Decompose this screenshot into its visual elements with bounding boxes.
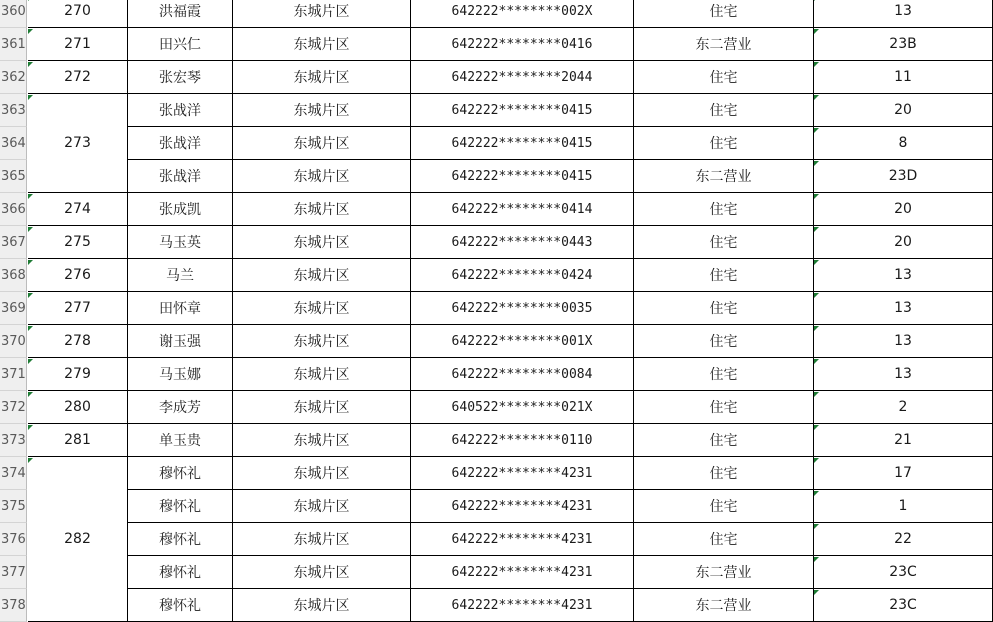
area-cell[interactable]: 东城片区 [233, 193, 411, 226]
seq-cell[interactable]: 270 [28, 0, 128, 28]
type-cell[interactable]: 住宅 [634, 61, 814, 94]
seq-cell[interactable]: 280 [28, 391, 128, 424]
name-cell[interactable]: 穆怀礼 [128, 589, 233, 622]
id-cell[interactable]: 640522********021X [411, 391, 634, 424]
name-cell[interactable]: 马兰 [128, 259, 233, 292]
name-cell[interactable]: 张成凯 [128, 193, 233, 226]
value-cell[interactable]: 13 [814, 259, 993, 292]
row-header[interactable]: 367 [0, 226, 27, 259]
seq-cell[interactable]: 278 [28, 325, 128, 358]
row-header[interactable]: 377 [0, 556, 27, 589]
value-cell[interactable]: 23D [814, 160, 993, 193]
type-cell[interactable]: 住宅 [634, 490, 814, 523]
seq-cell[interactable]: 276 [28, 259, 128, 292]
area-cell[interactable]: 东城片区 [233, 457, 411, 490]
area-cell[interactable]: 东城片区 [233, 226, 411, 259]
name-cell[interactable]: 张战洋 [128, 94, 233, 127]
seq-cell[interactable]: 272 [28, 61, 128, 94]
area-cell[interactable]: 东城片区 [233, 127, 411, 160]
seq-cell[interactable]: 271 [28, 28, 128, 61]
name-cell[interactable]: 穆怀礼 [128, 490, 233, 523]
row-header[interactable]: 370 [0, 325, 27, 358]
area-cell[interactable]: 东城片区 [233, 94, 411, 127]
seq-cell[interactable]: 274 [28, 193, 128, 226]
area-cell[interactable]: 东城片区 [233, 28, 411, 61]
value-cell[interactable]: 13 [814, 325, 993, 358]
area-cell[interactable]: 东城片区 [233, 160, 411, 193]
value-cell[interactable]: 23B [814, 28, 993, 61]
row-header[interactable]: 365 [0, 160, 27, 193]
type-cell[interactable]: 东二营业 [634, 589, 814, 622]
row-header[interactable]: 361 [0, 28, 27, 61]
name-cell[interactable]: 穆怀礼 [128, 556, 233, 589]
type-cell[interactable]: 东二营业 [634, 160, 814, 193]
id-cell[interactable]: 642222********0415 [411, 127, 634, 160]
area-cell[interactable]: 东城片区 [233, 490, 411, 523]
row-header[interactable]: 374 [0, 457, 27, 490]
name-cell[interactable]: 李成芳 [128, 391, 233, 424]
value-cell[interactable]: 20 [814, 226, 993, 259]
area-cell[interactable]: 东城片区 [233, 325, 411, 358]
area-cell[interactable]: 东城片区 [233, 358, 411, 391]
area-cell[interactable]: 东城片区 [233, 523, 411, 556]
id-cell[interactable]: 642222********0035 [411, 292, 634, 325]
id-cell[interactable]: 642222********4231 [411, 490, 634, 523]
seq-cell[interactable]: 277 [28, 292, 128, 325]
type-cell[interactable]: 住宅 [634, 457, 814, 490]
row-header[interactable]: 369 [0, 292, 27, 325]
seq-cell[interactable]: 273 [28, 94, 128, 193]
name-cell[interactable]: 田兴仁 [128, 28, 233, 61]
seq-cell[interactable]: 279 [28, 358, 128, 391]
area-cell[interactable]: 东城片区 [233, 424, 411, 457]
row-header[interactable]: 371 [0, 358, 27, 391]
name-cell[interactable]: 谢玉强 [128, 325, 233, 358]
seq-cell[interactable]: 281 [28, 424, 128, 457]
value-cell[interactable]: 20 [814, 193, 993, 226]
name-cell[interactable]: 洪福霞 [128, 0, 233, 28]
row-header[interactable]: 375 [0, 490, 27, 523]
id-cell[interactable]: 642222********0443 [411, 226, 634, 259]
value-cell[interactable]: 1 [814, 490, 993, 523]
row-header[interactable]: 362 [0, 61, 27, 94]
type-cell[interactable]: 住宅 [634, 292, 814, 325]
id-cell[interactable]: 642222********0414 [411, 193, 634, 226]
area-cell[interactable]: 东城片区 [233, 0, 411, 28]
row-header[interactable]: 363 [0, 94, 27, 127]
id-cell[interactable]: 642222********0415 [411, 160, 634, 193]
type-cell[interactable]: 住宅 [634, 0, 814, 28]
id-cell[interactable]: 642222********2044 [411, 61, 634, 94]
row-header[interactable]: 366 [0, 193, 27, 226]
id-cell[interactable]: 642222********0424 [411, 259, 634, 292]
type-cell[interactable]: 东二营业 [634, 556, 814, 589]
row-header[interactable]: 372 [0, 391, 27, 424]
value-cell[interactable]: 2 [814, 391, 993, 424]
type-cell[interactable]: 住宅 [634, 358, 814, 391]
name-cell[interactable]: 马玉英 [128, 226, 233, 259]
type-cell[interactable]: 住宅 [634, 424, 814, 457]
area-cell[interactable]: 东城片区 [233, 259, 411, 292]
value-cell[interactable]: 21 [814, 424, 993, 457]
type-cell[interactable]: 住宅 [634, 523, 814, 556]
value-cell[interactable]: 8 [814, 127, 993, 160]
name-cell[interactable]: 穆怀礼 [128, 457, 233, 490]
id-cell[interactable]: 642222********4231 [411, 589, 634, 622]
value-cell[interactable]: 13 [814, 0, 993, 28]
id-cell[interactable]: 642222********0084 [411, 358, 634, 391]
name-cell[interactable]: 张战洋 [128, 127, 233, 160]
id-cell[interactable]: 642222********002X [411, 0, 634, 28]
type-cell[interactable]: 住宅 [634, 226, 814, 259]
type-cell[interactable]: 住宅 [634, 94, 814, 127]
row-header[interactable]: 360 [0, 0, 27, 28]
name-cell[interactable]: 马玉娜 [128, 358, 233, 391]
type-cell[interactable]: 住宅 [634, 325, 814, 358]
type-cell[interactable]: 住宅 [634, 391, 814, 424]
row-header[interactable]: 376 [0, 523, 27, 556]
value-cell[interactable]: 20 [814, 94, 993, 127]
name-cell[interactable]: 张战洋 [128, 160, 233, 193]
area-cell[interactable]: 东城片区 [233, 61, 411, 94]
area-cell[interactable]: 东城片区 [233, 589, 411, 622]
area-cell[interactable]: 东城片区 [233, 391, 411, 424]
id-cell[interactable]: 642222********0415 [411, 94, 634, 127]
id-cell[interactable]: 642222********001X [411, 325, 634, 358]
row-header[interactable]: 368 [0, 259, 27, 292]
type-cell[interactable]: 东二营业 [634, 28, 814, 61]
row-header[interactable]: 378 [0, 589, 27, 622]
value-cell[interactable]: 23C [814, 589, 993, 622]
name-cell[interactable]: 张宏琴 [128, 61, 233, 94]
value-cell[interactable]: 22 [814, 523, 993, 556]
id-cell[interactable]: 642222********4231 [411, 556, 634, 589]
id-cell[interactable]: 642222********0110 [411, 424, 634, 457]
area-cell[interactable]: 东城片区 [233, 556, 411, 589]
name-cell[interactable]: 田怀章 [128, 292, 233, 325]
area-cell[interactable]: 东城片区 [233, 292, 411, 325]
value-cell[interactable]: 11 [814, 61, 993, 94]
name-cell[interactable]: 单玉贵 [128, 424, 233, 457]
id-cell[interactable]: 642222********0416 [411, 28, 634, 61]
row-header[interactable]: 373 [0, 424, 27, 457]
seq-cell[interactable]: 275 [28, 226, 128, 259]
value-cell[interactable]: 13 [814, 358, 993, 391]
type-cell[interactable]: 住宅 [634, 259, 814, 292]
id-cell[interactable]: 642222********4231 [411, 523, 634, 556]
row-header[interactable]: 364 [0, 127, 27, 160]
value-cell[interactable]: 17 [814, 457, 993, 490]
type-cell[interactable]: 住宅 [634, 193, 814, 226]
name-cell[interactable]: 穆怀礼 [128, 523, 233, 556]
id-cell[interactable]: 642222********4231 [411, 457, 634, 490]
seq-cell[interactable]: 282 [28, 457, 128, 622]
value-cell[interactable]: 13 [814, 292, 993, 325]
type-cell[interactable]: 住宅 [634, 127, 814, 160]
value-cell[interactable]: 23C [814, 556, 993, 589]
